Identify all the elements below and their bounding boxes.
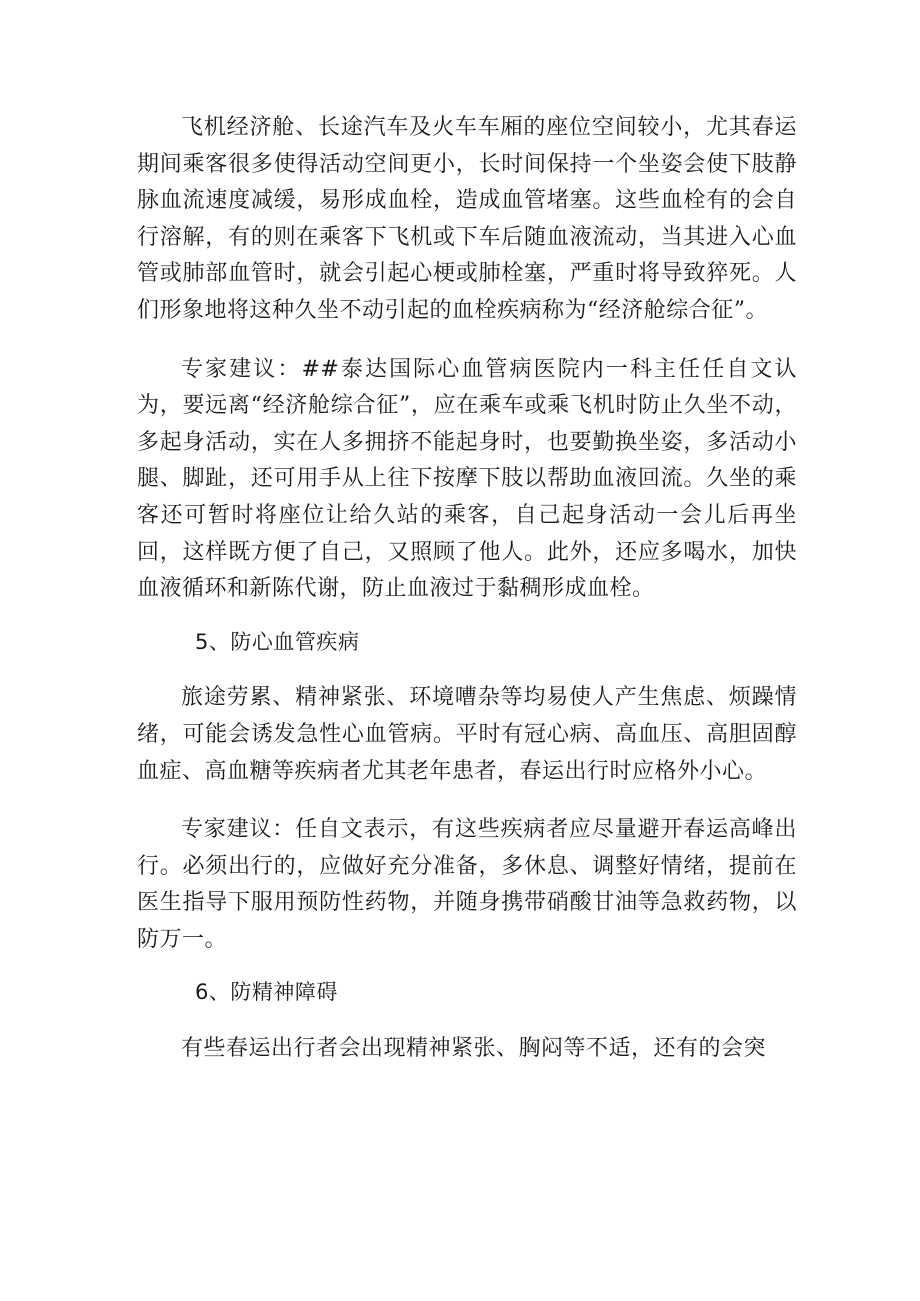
section-heading-5: 5、防心血管疾病	[195, 629, 360, 654]
paragraph-mental-disorder: 有些春运出行者会出现精神紧张、胸闷等不适，还有的会突	[181, 1036, 767, 1062]
paragraph-cardiovascular: 旅途劳累、精神紧张、环境嘈杂等均易使人产生焦虑、烦躁情绪，可能会诱发急性心血管病。平时有冠心病、高血压、高胆固醇血症、高血糖等疾病者尤其老年患者，春运出行时应格外小心。	[137, 685, 797, 784]
paragraph-expert-advice-1: 专家建议：##泰达国际心血管病医院内一科主任任自文认为，要远离“经济舱综合征”，应在乘车或乘飞机时防止久坐不动，多起身活动，实在人多拥挤不能起身时，也要勤换坐姿，多活动小腿、脚趾，还可用手从上往下按摩下肢以帮助血液回流。久坐的乘客还可暂时将座位让给久站的乘客，自己起身活动一会儿后再坐回，这样既方便了自己，又照顾了他人。此外，还应多喝水，加快血液循环和新陈代谢，防止血液过于黏稠形成血栓。	[137, 356, 797, 602]
paragraph-economy-class-syndrome: 飞机经济舱、长途汽车及火车车厢的座位空间较小，尤其春运期间乘客很多使得活动空间更小，长时间保持一个坐姿会使下肢静脉血流速度减缓，易形成血栓，造成血管堵塞。这些血栓有的会自行溶解，有的则在乘客下飞机或下车后随血液流动，当其进入心血管或肺部血管时，就会引起心梗或肺栓塞，严重时将导致猝死。人们形象地将这种久坐不动引起的血栓疾病称为“经济舱综合征”。	[137, 115, 797, 323]
paragraph-expert-advice-2: 专家建议：任自文表示，有这些疾病者应尽量避开春运高峰出行。必须出行的，应做好充分准备，多休息、调整好情绪，提前在医生指导下服用预防性药物，并随身携带硝酸甘油等急救药物，以防万一。	[137, 817, 797, 952]
document-body	[137, 110, 797, 1068]
section-heading-6: 6、防精神障碍	[195, 980, 338, 1005]
